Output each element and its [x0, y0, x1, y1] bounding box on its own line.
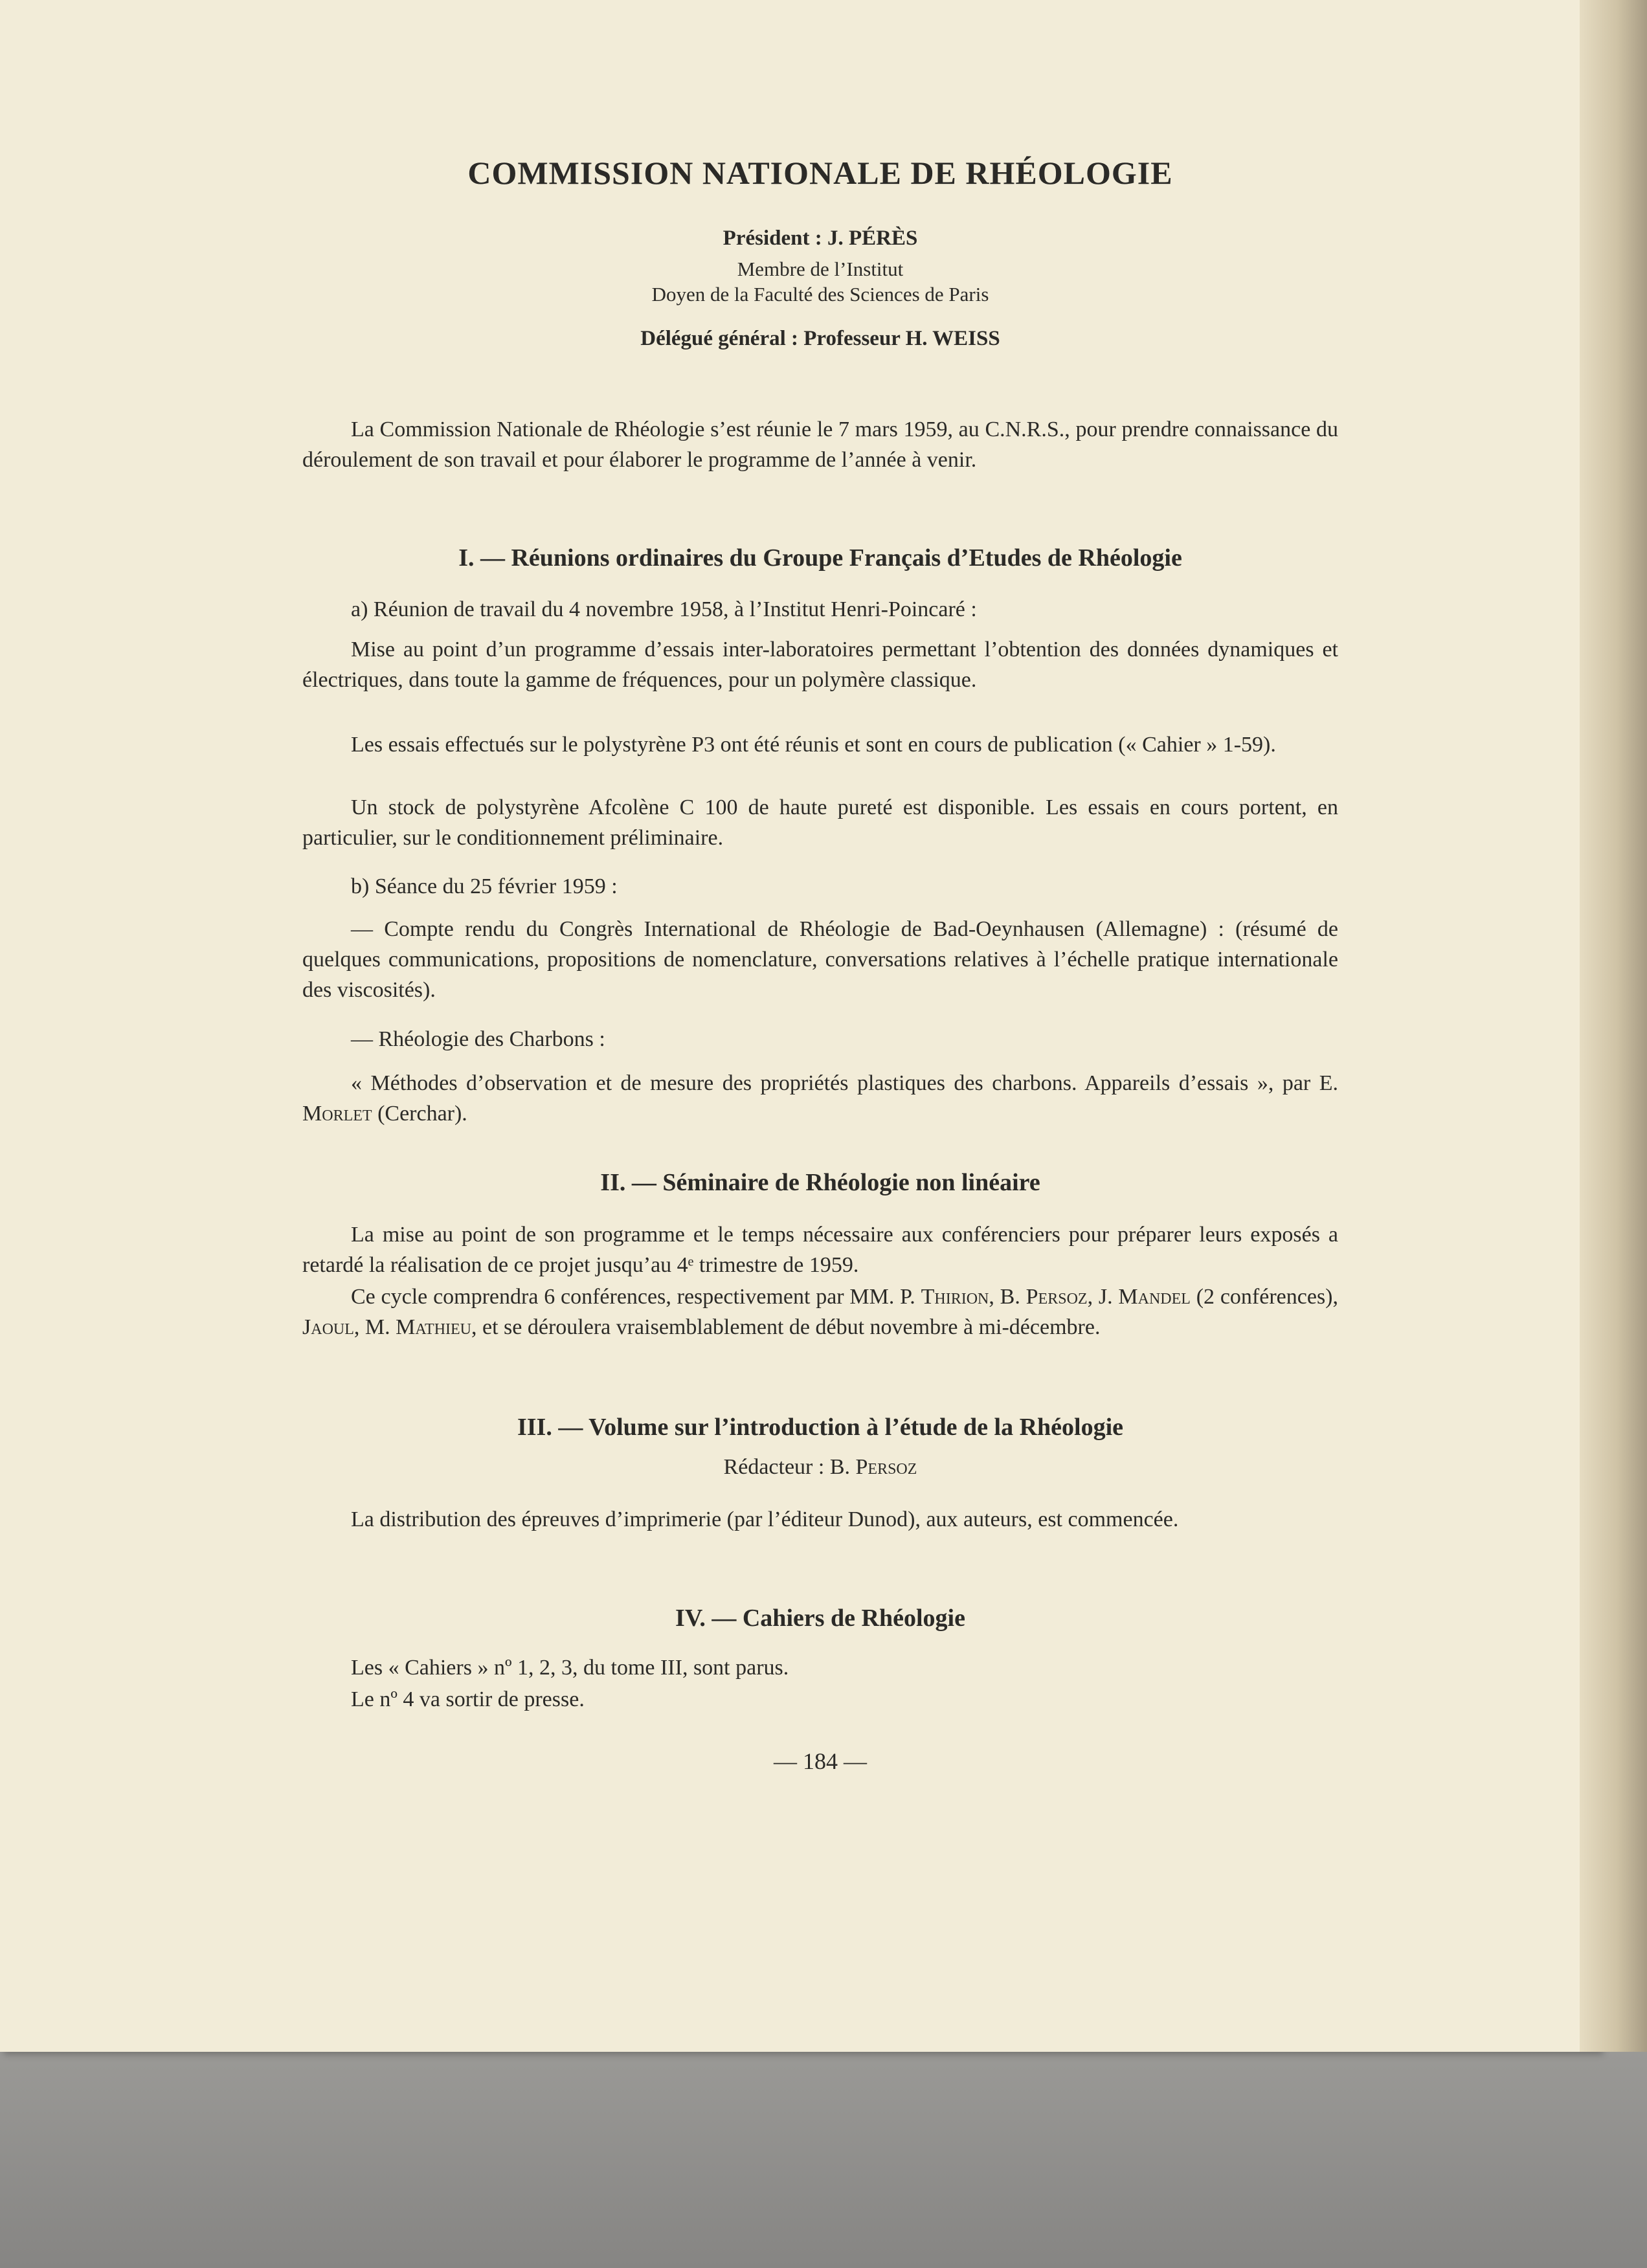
p2-text-b: , B.: [989, 1285, 1026, 1309]
section-2-paragraph-1: La mise au point de son programme et le temps nécessaire aux conférenciers pour préparer leurs exposés a retardé la réalisation de ce projet jusqu’au 4ᵉ trimestre de 1959.: [302, 1223, 1338, 1277]
section-1-a-paragraph-1: Mise au point d’un programme d’essais inter-laboratoires permettant l’obtention des données dynamiques et électriques, dans toute la gamme de fréquences, pour un polymère classique.: [302, 638, 1338, 692]
editor-name: Persoz: [855, 1455, 917, 1479]
section-1-heading: I. — Réunions ordinaires du Groupe Français d’Etudes de Rhéologie: [458, 544, 1182, 572]
intro-paragraph: La Commission Nationale de Rhéologie s’est réunie le 7 mars 1959, au C.N.R.S., pour prendre connaissance du déroulement de son travail et pour élaborer le programme de l’année à venir.: [302, 417, 1338, 472]
name-mathieu: Mathieu: [396, 1315, 472, 1339]
section-3-heading: III. — Volume sur l’introduction à l’étude de la Rhéologie: [517, 1414, 1123, 1441]
editor-label: Rédacteur : B.: [723, 1455, 856, 1479]
p2-text-d: (2 conférences),: [1190, 1285, 1338, 1309]
author-morlet: Morlet: [302, 1102, 372, 1126]
name-thirion: Thirion: [921, 1285, 989, 1309]
b-p3-pre: « Méthodes d’observation et de mesure des propriétés plastiques des charbons. Appareils d’essais », par E.: [351, 1071, 1338, 1095]
president-role-2: Doyen de la Faculté des Sciences de Paris: [651, 283, 989, 306]
page-title: COMMISSION NATIONALE DE RHÉOLOGIE: [467, 155, 1173, 191]
section-1-a-paragraph-2: Les essais effectués sur le polystyrène P3 ont été réunis et sont en cours de publication (« Cahier » 1-59).: [351, 733, 1276, 757]
section-3-paragraph-1: La distribution des épreuves d’imprimerie (par l’éditeur Dunod), aux auteurs, est commencée.: [351, 1507, 1179, 1531]
president-line: [302, 227, 1338, 250]
name-mandel: Mandel: [1118, 1285, 1191, 1309]
president-role-1: Membre de l’Institut: [737, 258, 904, 280]
section-1-b-paragraph-3: [302, 1068, 1338, 1129]
b-p3-post: (Cerchar).: [372, 1102, 467, 1126]
section-1-b-paragraph-2: — Rhéologie des Charbons :: [351, 1027, 605, 1051]
name-persoz: Persoz: [1025, 1285, 1088, 1309]
p2-text-f: , et se déroulera vraisemblablement de début novembre à mi-décembre.: [471, 1315, 1101, 1339]
president-label: Président :: [723, 227, 827, 250]
president-name: J. PÉRÈS: [827, 227, 918, 250]
section-2-heading: II. — Séminaire de Rhéologie non linéaire: [600, 1169, 1040, 1196]
section-4-paragraph-1: Les « Cahiers » nº 1, 2, 3, du tome III, sont parus.: [351, 1656, 789, 1680]
p2-text-a: Ce cycle comprendra 6 conférences, respectivement par MM. P.: [351, 1285, 921, 1309]
page-number: — 184 —: [774, 1748, 867, 1774]
section-1-a-paragraph-3: Un stock de polystyrène Afcolène C 100 de haute pureté est disponible. Les essais en cours portent, en particulier, sur le conditionnement préliminaire.: [302, 795, 1338, 850]
section-1-a-title: a) Réunion de travail du 4 novembre 1958, à l’Institut Henri-Poincaré :: [351, 597, 977, 621]
p2-text-e: , M.: [353, 1315, 396, 1339]
section-4-paragraph-2: Le nº 4 va sortir de presse.: [351, 1687, 585, 1711]
name-jaoul: Jaoul: [302, 1315, 354, 1339]
section-3-editor: [302, 1455, 1338, 1480]
section-2-paragraph-2: [302, 1282, 1338, 1342]
scanner-background: [0, 2052, 1647, 2268]
delegate-name: Professeur H. WEISS: [803, 327, 1000, 350]
section-1-b-paragraph-1: — Compte rendu du Congrès International de Rhéologie de Bad-Oeynhausen (Allemagne) : (résumé de quelques communications, propositions de nomenclature, conversations relatives à l’échelle pratique internationale des viscosités).: [302, 917, 1338, 1002]
section-1-b-title: b) Séance du 25 février 1959 :: [351, 874, 618, 898]
section-4-heading: IV. — Cahiers de Rhéologie: [675, 1605, 965, 1632]
p2-text-c: , J.: [1087, 1285, 1119, 1309]
delegate-label: Délégué général :: [640, 327, 804, 350]
page-edge: [1580, 0, 1647, 2052]
delegate-line: [302, 327, 1338, 351]
